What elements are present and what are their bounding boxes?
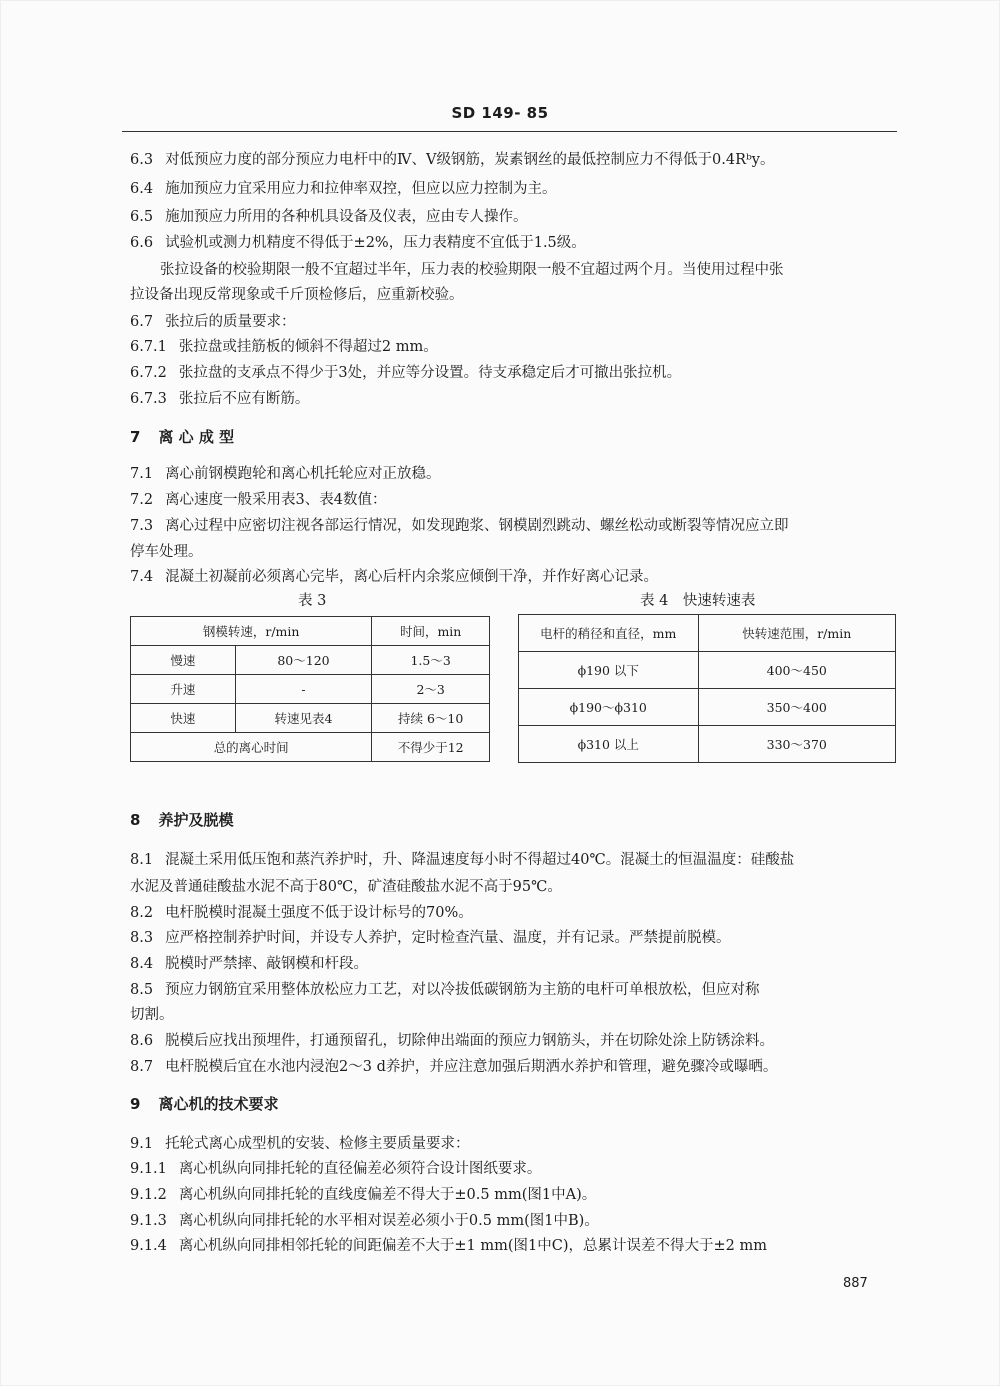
table-cell: 持续 6～10 xyxy=(372,704,490,733)
clause-6-7-1: 6.7.1 张拉盘或挂筋板的倾斜不得超过2 mm。 xyxy=(130,339,438,355)
clause-8-4: 8.4 脱模时严禁摔、敲钢模和杆段。 xyxy=(130,956,369,972)
table-cell: 400～450 xyxy=(698,652,895,689)
table-row xyxy=(131,733,490,762)
clause-6-7-2: 6.7.2 张拉盘的支承点不得少于3处，并应等分设置。待支承稳定后才可撤出张拉机。 xyxy=(130,365,682,381)
table-4 xyxy=(518,614,896,763)
clause-8-2: 8.2 电杆脱模时混凝土强度不低于设计标号的70%。 xyxy=(130,905,473,921)
table-cell: 2～3 xyxy=(372,675,490,704)
paragraph-line: 张拉设备的校验期限一般不宜超过半年，压力表的校验期限一般不宜超过两个月。当使用过程中张 xyxy=(160,262,784,278)
paragraph-line: 切割。 xyxy=(130,1007,174,1023)
table-row xyxy=(131,675,490,704)
table-row xyxy=(519,652,896,689)
table-cell: 不得少于12 xyxy=(372,733,490,762)
table-cell: ϕ190 以下 xyxy=(519,652,699,689)
paragraph-line: 水泥及普通硅酸盐水泥不高于80℃，矿渣硅酸盐水泥不高于95℃。 xyxy=(130,879,562,895)
clause-9-1-3: 9.1.3 离心机纵向同排托轮的水平相对误差必须小于0.5 mm(图1中B)。 xyxy=(130,1213,599,1229)
clause-9-1-2: 9.1.2 离心机纵向同排托轮的直线度偏差不得大于±0.5 mm(图1中A)。 xyxy=(130,1187,597,1203)
table-cell: 80～120 xyxy=(235,646,372,675)
table-row xyxy=(519,689,896,726)
clause-8-5: 8.5 预应力钢筋宜采用整体放松应力工艺，对以冷拔低碳钢筋为主筋的电杆可单根放松，但应对称 xyxy=(130,982,760,998)
clause-6-7-3: 6.7.3 张拉后不应有断筋。 xyxy=(130,391,310,407)
table-cell: - xyxy=(235,675,372,704)
table-cell: 慢速 xyxy=(131,646,236,675)
table-cell: 快速 xyxy=(131,704,236,733)
clause-6-5: 6.5 施加预应力所用的各种机具设备及仪表，应由专人操作。 xyxy=(130,209,528,225)
table-header-cell: 时间，min xyxy=(372,617,490,646)
page-number: 887 xyxy=(843,1276,868,1291)
table-row xyxy=(131,646,490,675)
clause-9-1-1: 9.1.1 离心机纵向同排托轮的直径偏差必须符合设计图纸要求。 xyxy=(130,1161,542,1177)
table-cell: 350～400 xyxy=(698,689,895,726)
clause-8-7: 8.7 电杆脱模后宜在水池内浸泡2～3 d养护，并应注意加强后期洒水养护和管理，避免骤冷或曝晒。 xyxy=(130,1059,778,1075)
paragraph-line: 拉设备出现反常现象或千斤顶检修后，应重新校验。 xyxy=(130,287,464,303)
table-3 xyxy=(130,616,490,762)
table-header-cell: 快转速范围，r/min xyxy=(698,615,895,652)
table-row xyxy=(519,726,896,763)
clause-8-6: 8.6 脱模后应找出预埋件，打通预留孔，切除伸出端面的预应力钢筋头，并在切除处涂上防锈涂料。 xyxy=(130,1033,775,1049)
section-7-heading: 7 离 心 成 型 xyxy=(130,428,235,446)
table-cell: 330～370 xyxy=(698,726,895,763)
clause-7-3: 7.3 离心过程中应密切注视各部运行情况，如发现跑浆、钢模剧烈跳动、螺丝松动或断裂等情况应立即 xyxy=(130,518,789,534)
clause-9-1: 9.1 托轮式离心成型机的安装、检修主要质量要求： xyxy=(130,1136,470,1152)
table-header-cell: 钢模转速，r/min xyxy=(131,617,372,646)
table-cell: ϕ190～ϕ310 xyxy=(519,689,699,726)
table-3-caption: 表 3 xyxy=(298,593,327,609)
clause-6-6: 6.6 试验机或测力机精度不得低于±2%，压力表精度不宜低于1.5级。 xyxy=(130,235,586,251)
table-4-caption: 表 4 快速转速表 xyxy=(640,593,756,609)
table-cell: ϕ310 以上 xyxy=(519,726,699,763)
table-cell: 转速见表4 xyxy=(235,704,372,733)
table-header-cell: 电杆的稍径和直径，mm xyxy=(519,615,699,652)
clause-8-3: 8.3 应严格控制养护时间，并设专人养护，定时检查汽量、温度，并有记录。严禁提前脱模。 xyxy=(130,930,731,946)
section-9-heading: 9 离心机的技术要求 xyxy=(130,1095,279,1113)
page-header: SD 149- 85 xyxy=(451,104,549,122)
clause-7-1: 7.1 离心前钢模跑轮和离心机托轮应对正放稳。 xyxy=(130,466,441,482)
paragraph-line: 停车处理。 xyxy=(130,544,203,560)
clause-6-4: 6.4 施加预应力宜采用应力和拉伸率双控，但应以应力控制为主。 xyxy=(130,181,557,197)
clause-7-4: 7.4 混凝土初凝前必须离心完毕，离心后杆内余浆应倾倒干净，并作好离心记录。 xyxy=(130,569,659,585)
table-row xyxy=(131,704,490,733)
clause-7-2: 7.2 离心速度一般采用表3、表4数值： xyxy=(130,492,387,508)
clause-6-7: 6.7 张拉后的质量要求： xyxy=(130,314,296,330)
table-header-row xyxy=(519,615,896,652)
header-rule xyxy=(122,131,897,132)
table-header-row xyxy=(131,617,490,646)
section-8-heading: 8 养护及脱模 xyxy=(130,811,234,829)
clause-8-1: 8.1 混凝土采用低压饱和蒸汽养护时，升、降温速度每小时不得超过40℃。混凝土的恒温温度：硅酸盐 xyxy=(130,852,795,868)
clause-9-1-4: 9.1.4 离心机纵向同排相邻托轮的间距偏差不大于±1 mm(图1中C)，总累计误差不得大于±2 mm xyxy=(130,1238,768,1254)
clause-6-3: 6.3 对低预应力度的部分预应力电杆中的Ⅳ、Ⅴ级钢筋，炭素钢丝的最低控制应力不得低于0.4Rᵇy。 xyxy=(130,152,775,168)
table-cell: 总的离心时间 xyxy=(131,733,372,762)
table-cell: 升速 xyxy=(131,675,236,704)
table-cell: 1.5～3 xyxy=(372,646,490,675)
